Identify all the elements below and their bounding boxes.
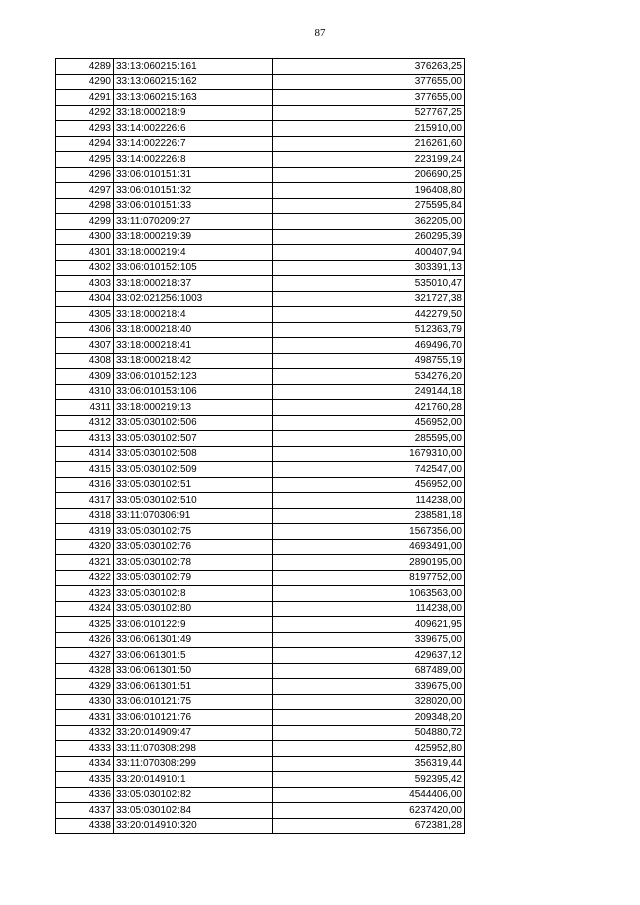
value-cell: 321727,38 [273, 291, 465, 307]
row-number-cell: 4290 [56, 74, 114, 90]
table-row [56, 462, 465, 478]
value-cell: 215910,00 [273, 121, 465, 137]
cadastral-number-cell: 33:06:010121:75 [114, 694, 273, 710]
table-row [56, 105, 465, 121]
cadastral-number-cell: 33:14:002226:8 [114, 152, 273, 168]
row-number-cell: 4335 [56, 772, 114, 788]
row-number-cell: 4309 [56, 369, 114, 385]
row-number-cell: 4326 [56, 632, 114, 648]
row-number-cell: 4303 [56, 276, 114, 292]
value-cell: 442279,50 [273, 307, 465, 323]
value-cell: 687489,00 [273, 663, 465, 679]
value-cell: 4544406,00 [273, 787, 465, 803]
table-row [56, 245, 465, 261]
value-cell: 362205,00 [273, 214, 465, 230]
row-number-cell: 4311 [56, 400, 114, 416]
table-row [56, 648, 465, 664]
value-cell: 339675,00 [273, 679, 465, 695]
table-row [56, 369, 465, 385]
cadastral-number-cell: 33:06:010151:32 [114, 183, 273, 199]
cadastral-number-cell: 33:05:030102:507 [114, 431, 273, 447]
table-row [56, 167, 465, 183]
value-cell: 534276,20 [273, 369, 465, 385]
cadastral-number-cell: 33:18:000219:13 [114, 400, 273, 416]
row-number-cell: 4332 [56, 725, 114, 741]
value-cell: 4693491,00 [273, 539, 465, 555]
table-row [56, 276, 465, 292]
table-row [56, 400, 465, 416]
table-row [56, 818, 465, 834]
value-cell: 216261,60 [273, 136, 465, 152]
cadastral-number-cell: 33:13:060215:163 [114, 90, 273, 106]
row-number-cell: 4319 [56, 524, 114, 540]
value-cell: 303391,13 [273, 260, 465, 276]
row-number-cell: 4308 [56, 353, 114, 369]
cadastral-number-cell: 33:18:000218:9 [114, 105, 273, 121]
cadastral-number-cell: 33:18:000218:4 [114, 307, 273, 323]
value-cell: 2890195,00 [273, 555, 465, 571]
row-number-cell: 4329 [56, 679, 114, 695]
row-number-cell: 4291 [56, 90, 114, 106]
table-row [56, 694, 465, 710]
cadastral-number-cell: 33:18:000219:4 [114, 245, 273, 261]
cadastral-number-cell: 33:06:061301:5 [114, 648, 273, 664]
row-number-cell: 4306 [56, 322, 114, 338]
cadastral-number-cell: 33:18:000218:41 [114, 338, 273, 354]
table-row [56, 136, 465, 152]
table-body [56, 59, 465, 834]
value-cell: 8197752,00 [273, 570, 465, 586]
cadastral-number-cell: 33:06:010153:106 [114, 384, 273, 400]
row-number-cell: 4318 [56, 508, 114, 524]
row-number-cell: 4299 [56, 214, 114, 230]
cadastral-number-cell: 33:06:010121:76 [114, 710, 273, 726]
value-cell: 742547,00 [273, 462, 465, 478]
table-row [56, 229, 465, 245]
row-number-cell: 4314 [56, 446, 114, 462]
cadastral-number-cell: 33:05:030102:509 [114, 462, 273, 478]
row-number-cell: 4321 [56, 555, 114, 571]
value-cell: 400407,94 [273, 245, 465, 261]
table-row [56, 725, 465, 741]
value-cell: 1063563,00 [273, 586, 465, 602]
value-cell: 223199,24 [273, 152, 465, 168]
table-row [56, 741, 465, 757]
row-number-cell: 4304 [56, 291, 114, 307]
cadastral-number-cell: 33:05:030102:8 [114, 586, 273, 602]
table-row [56, 632, 465, 648]
value-cell: 114238,00 [273, 493, 465, 509]
value-cell: 376263,25 [273, 59, 465, 75]
cadastral-number-cell: 33:06:061301:49 [114, 632, 273, 648]
row-number-cell: 4330 [56, 694, 114, 710]
row-number-cell: 4331 [56, 710, 114, 726]
cadastral-number-cell: 33:13:060215:161 [114, 59, 273, 75]
row-number-cell: 4315 [56, 462, 114, 478]
value-cell: 409621,95 [273, 617, 465, 633]
cadastral-number-cell: 33:18:000218:42 [114, 353, 273, 369]
value-cell: 429637,12 [273, 648, 465, 664]
row-number-cell: 4301 [56, 245, 114, 261]
table-row [56, 555, 465, 571]
cadastral-number-cell: 33:06:010151:31 [114, 167, 273, 183]
table-row [56, 803, 465, 819]
value-cell: 672381,28 [273, 818, 465, 834]
cadastral-number-cell: 33:06:010122:9 [114, 617, 273, 633]
table-row [56, 353, 465, 369]
row-number-cell: 4317 [56, 493, 114, 509]
value-cell: 206690,25 [273, 167, 465, 183]
value-cell: 1679310,00 [273, 446, 465, 462]
cadastral-number-cell: 33:05:030102:84 [114, 803, 273, 819]
cadastral-number-cell: 33:05:030102:75 [114, 524, 273, 540]
row-number-cell: 4323 [56, 586, 114, 602]
table-row [56, 617, 465, 633]
table-row [56, 710, 465, 726]
table-row [56, 477, 465, 493]
value-cell: 196408,80 [273, 183, 465, 199]
value-cell: 377655,00 [273, 90, 465, 106]
value-cell: 249144,18 [273, 384, 465, 400]
cadastral-number-cell: 33:20:014909:47 [114, 725, 273, 741]
table-row [56, 493, 465, 509]
cadastral-number-cell: 33:06:010152:123 [114, 369, 273, 385]
table-row [56, 198, 465, 214]
row-number-cell: 4324 [56, 601, 114, 617]
value-cell: 504880,72 [273, 725, 465, 741]
value-cell: 527767,25 [273, 105, 465, 121]
row-number-cell: 4325 [56, 617, 114, 633]
value-cell: 275595,84 [273, 198, 465, 214]
table-row [56, 152, 465, 168]
table-row [56, 508, 465, 524]
value-cell: 512363,79 [273, 322, 465, 338]
table-row [56, 601, 465, 617]
value-cell: 421760,28 [273, 400, 465, 416]
table-row [56, 291, 465, 307]
cadastral-number-cell: 33:14:002226:7 [114, 136, 273, 152]
table-row [56, 59, 465, 75]
row-number-cell: 4328 [56, 663, 114, 679]
table-row [56, 756, 465, 772]
table-row [56, 260, 465, 276]
cadastral-number-cell: 33:05:030102:78 [114, 555, 273, 571]
row-number-cell: 4322 [56, 570, 114, 586]
row-number-cell: 4313 [56, 431, 114, 447]
table-row [56, 586, 465, 602]
value-cell: 328020,00 [273, 694, 465, 710]
row-number-cell: 4320 [56, 539, 114, 555]
table-row [56, 415, 465, 431]
value-cell: 456952,00 [273, 415, 465, 431]
table-row [56, 446, 465, 462]
cadastral-number-cell: 33:20:014910:320 [114, 818, 273, 834]
table-row [56, 570, 465, 586]
cadastral-number-cell: 33:05:030102:506 [114, 415, 273, 431]
table-row [56, 322, 465, 338]
cadastral-number-cell: 33:06:061301:50 [114, 663, 273, 679]
cadastral-number-cell: 33:05:030102:510 [114, 493, 273, 509]
row-number-cell: 4338 [56, 818, 114, 834]
table-row [56, 90, 465, 106]
table-row [56, 121, 465, 137]
row-number-cell: 4337 [56, 803, 114, 819]
row-number-cell: 4305 [56, 307, 114, 323]
row-number-cell: 4298 [56, 198, 114, 214]
table-row [56, 663, 465, 679]
row-number-cell: 4293 [56, 121, 114, 137]
row-number-cell: 4307 [56, 338, 114, 354]
cadastral-number-cell: 33:11:070308:299 [114, 756, 273, 772]
row-number-cell: 4289 [56, 59, 114, 75]
cadastral-number-cell: 33:05:030102:80 [114, 601, 273, 617]
cadastral-number-cell: 33:18:000218:40 [114, 322, 273, 338]
table-row [56, 384, 465, 400]
row-number-cell: 4327 [56, 648, 114, 664]
value-cell: 114238,00 [273, 601, 465, 617]
row-number-cell: 4296 [56, 167, 114, 183]
row-number-cell: 4297 [56, 183, 114, 199]
value-cell: 1567356,00 [273, 524, 465, 540]
value-cell: 425952,80 [273, 741, 465, 757]
value-cell: 498755,19 [273, 353, 465, 369]
cadastral-number-cell: 33:18:000219:39 [114, 229, 273, 245]
cadastral-number-cell: 33:14:002226:6 [114, 121, 273, 137]
row-number-cell: 4316 [56, 477, 114, 493]
table-row [56, 679, 465, 695]
cadastral-number-cell: 33:05:030102:79 [114, 570, 273, 586]
cadastral-number-cell: 33:11:070308:298 [114, 741, 273, 757]
table-row [56, 183, 465, 199]
value-cell: 535010,47 [273, 276, 465, 292]
value-cell: 377655,00 [273, 74, 465, 90]
cadastral-number-cell: 33:06:061301:51 [114, 679, 273, 695]
value-cell: 456952,00 [273, 477, 465, 493]
row-number-cell: 4312 [56, 415, 114, 431]
table-row [56, 338, 465, 354]
table-row [56, 431, 465, 447]
value-cell: 592395,42 [273, 772, 465, 788]
row-number-cell: 4292 [56, 105, 114, 121]
cadastral-number-cell: 33:20:014910:1 [114, 772, 273, 788]
row-number-cell: 4336 [56, 787, 114, 803]
data-table [55, 58, 465, 834]
value-cell: 6237420,00 [273, 803, 465, 819]
row-number-cell: 4294 [56, 136, 114, 152]
cadastral-number-cell: 33:06:010152:105 [114, 260, 273, 276]
cadastral-number-cell: 33:11:070306:91 [114, 508, 273, 524]
table-row [56, 539, 465, 555]
table-row [56, 214, 465, 230]
row-number-cell: 4300 [56, 229, 114, 245]
cadastral-number-cell: 33:05:030102:76 [114, 539, 273, 555]
page-number: 87 [314, 27, 326, 39]
value-cell: 469496,70 [273, 338, 465, 354]
row-number-cell: 4334 [56, 756, 114, 772]
value-cell: 356319,44 [273, 756, 465, 772]
cadastral-number-cell: 33:05:030102:82 [114, 787, 273, 803]
cadastral-number-cell: 33:05:030102:51 [114, 477, 273, 493]
table-row [56, 524, 465, 540]
row-number-cell: 4302 [56, 260, 114, 276]
cadastral-number-cell: 33:05:030102:508 [114, 446, 273, 462]
value-cell: 260295,39 [273, 229, 465, 245]
cadastral-number-cell: 33:11:070209:27 [114, 214, 273, 230]
table-row [56, 787, 465, 803]
row-number-cell: 4310 [56, 384, 114, 400]
value-cell: 339675,00 [273, 632, 465, 648]
value-cell: 238581,18 [273, 508, 465, 524]
value-cell: 285595,00 [273, 431, 465, 447]
table-row [56, 74, 465, 90]
cadastral-number-cell: 33:02:021256:1003 [114, 291, 273, 307]
row-number-cell: 4333 [56, 741, 114, 757]
table-row [56, 772, 465, 788]
cadastral-number-cell: 33:13:060215:162 [114, 74, 273, 90]
cadastral-number-cell: 33:06:010151:33 [114, 198, 273, 214]
row-number-cell: 4295 [56, 152, 114, 168]
table-row [56, 307, 465, 323]
cadastral-number-cell: 33:18:000218:37 [114, 276, 273, 292]
value-cell: 209348,20 [273, 710, 465, 726]
